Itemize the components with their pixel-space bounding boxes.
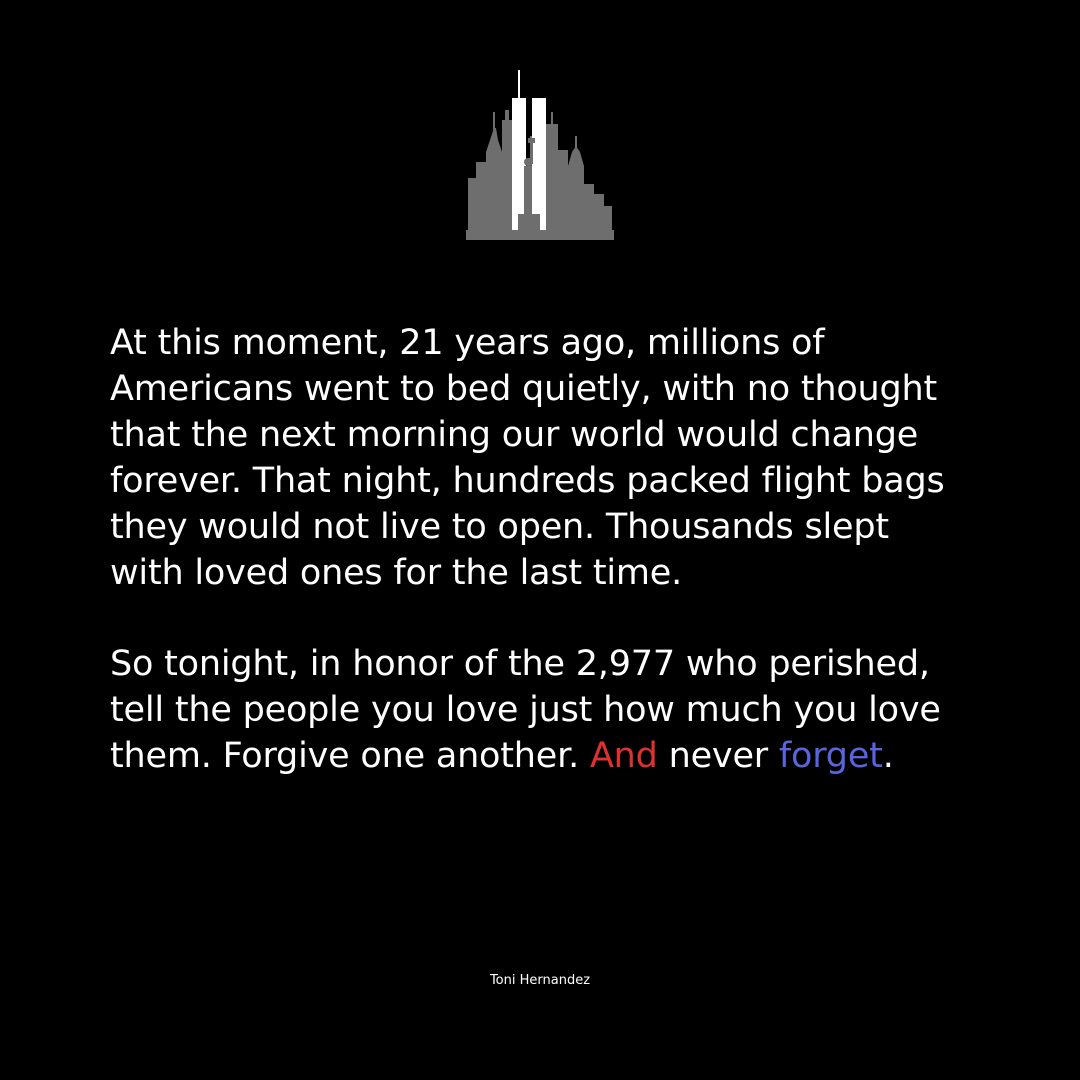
message-line: they would not live to open. Thousands slept bbox=[110, 507, 889, 547]
memorial-message bbox=[110, 320, 1010, 779]
message-line: At this moment, 21 years ago, millions of bbox=[110, 323, 825, 363]
twin-towers-skyline-icon bbox=[462, 66, 618, 242]
highlight-word-and: And bbox=[589, 736, 658, 776]
author-signature: Toni Hernandez bbox=[489, 973, 591, 988]
message-line: So tonight, in honor of the 2,977 who perished, bbox=[110, 644, 930, 684]
highlight-word-forget: forget bbox=[778, 736, 883, 776]
message-line: that the next morning our world would change bbox=[110, 415, 919, 455]
message-text: never bbox=[657, 736, 779, 776]
message-line-final bbox=[110, 733, 1010, 779]
message-text: . bbox=[882, 736, 894, 776]
message-line: tell the people you love just how much you love bbox=[110, 690, 941, 730]
message-paragraph-1 bbox=[110, 320, 1010, 596]
message-text: them. Forgive one another. bbox=[110, 736, 590, 776]
message-line: forever. That night, hundreds packed flight bags bbox=[110, 461, 945, 501]
message-paragraph-2 bbox=[110, 641, 1010, 779]
message-line: with loved ones for the last time. bbox=[110, 553, 683, 593]
message-line: Americans went to bed quietly, with no thought bbox=[110, 369, 938, 409]
